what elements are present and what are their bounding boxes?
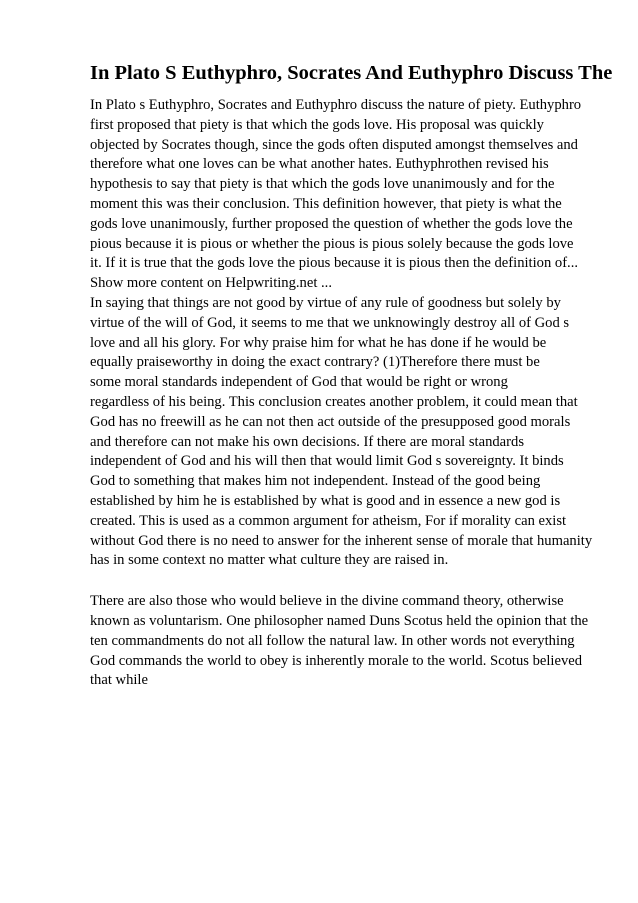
text-line: first proposed that piety is that which the gods love. His proposal was quickly — [90, 116, 544, 133]
text-line: regardless of his being. This conclusion creates another problem, it could mean that — [90, 393, 578, 410]
text-line: God to something that makes him not independent. Instead of the good being — [90, 473, 541, 490]
text-line: virtue of the will of God, it seems to me that we unknowingly destroy all of God s — [90, 314, 570, 331]
paragraph-1 — [90, 96, 610, 571]
text-line: God has no freewill as he can not then act outside of the presupposed good morals — [90, 413, 571, 430]
text-line: There are also those who would believe in the divine command theory, otherwise — [90, 593, 564, 610]
text-line: pious because it is pious or whether the pious is pious solely because the gods love — [90, 235, 574, 252]
text-line: independent of God and his will then that would limit God s sovereignty. It binds — [90, 453, 564, 470]
text-line: ten commandments do not all follow the natural law. In other words not everything — [90, 632, 575, 649]
text-line: In saying that things are not good by virtue of any rule of goodness but solely by — [90, 294, 561, 311]
text-line: that while — [90, 672, 148, 689]
text-line: hypothesis to say that piety is that which the gods love unanimously and for the — [90, 176, 555, 193]
text-line: and therefore can not make his own decisions. If there are moral standards — [90, 433, 525, 450]
text-line: it. If it is true that the gods love the pious because it is pious then the definition of... — [90, 255, 578, 272]
text-line: some moral standards independent of God that would be right or wrong — [90, 374, 508, 391]
text-line: objected by Socrates though, since the gods often disputed amongst themselves and — [90, 136, 578, 153]
text-line: known as voluntarism. One philosopher named Duns Scotus held the opinion that the — [90, 612, 589, 629]
text-line: moment this was their conclusion. This definition however, that piety is what the — [90, 195, 562, 212]
text-line: without God there is no need to answer for the inherent sense of morale that humanity — [90, 532, 593, 549]
paragraph-gap — [90, 571, 610, 592]
show-more-line: Show more content on Helpwriting.net ... — [90, 275, 332, 292]
document-body — [90, 96, 610, 691]
text-line: God commands the world to obey is inherently morale to the world. Scotus believed — [90, 652, 583, 669]
text-line: has in some context no matter what culture they are raised in. — [90, 552, 449, 569]
text-line: In Plato s Euthyphro, Socrates and Euthyphro discuss the nature of piety. Euthyphro — [90, 97, 582, 113]
text-line: love and all his glory. For why praise him for what he has done if he would be — [90, 334, 547, 351]
paragraph-2 — [90, 592, 610, 691]
document-title: In Plato S Euthyphro, Socrates And Euthyphro Discuss The — [90, 62, 613, 84]
text-line: equally praiseworthy in doing the exact contrary? (1)Therefore there must be — [90, 354, 540, 371]
text-line: created. This is used as a common argument for atheism, For if morality can exist — [90, 512, 567, 529]
text-line: therefore what one loves can be what another hates. Euthyphrothen revised his — [90, 156, 549, 173]
text-line: established by him he is established by what is good and in essence a new god is — [90, 492, 561, 509]
text-line: gods love unanimously, further proposed the question of whether the gods love the — [90, 215, 573, 232]
